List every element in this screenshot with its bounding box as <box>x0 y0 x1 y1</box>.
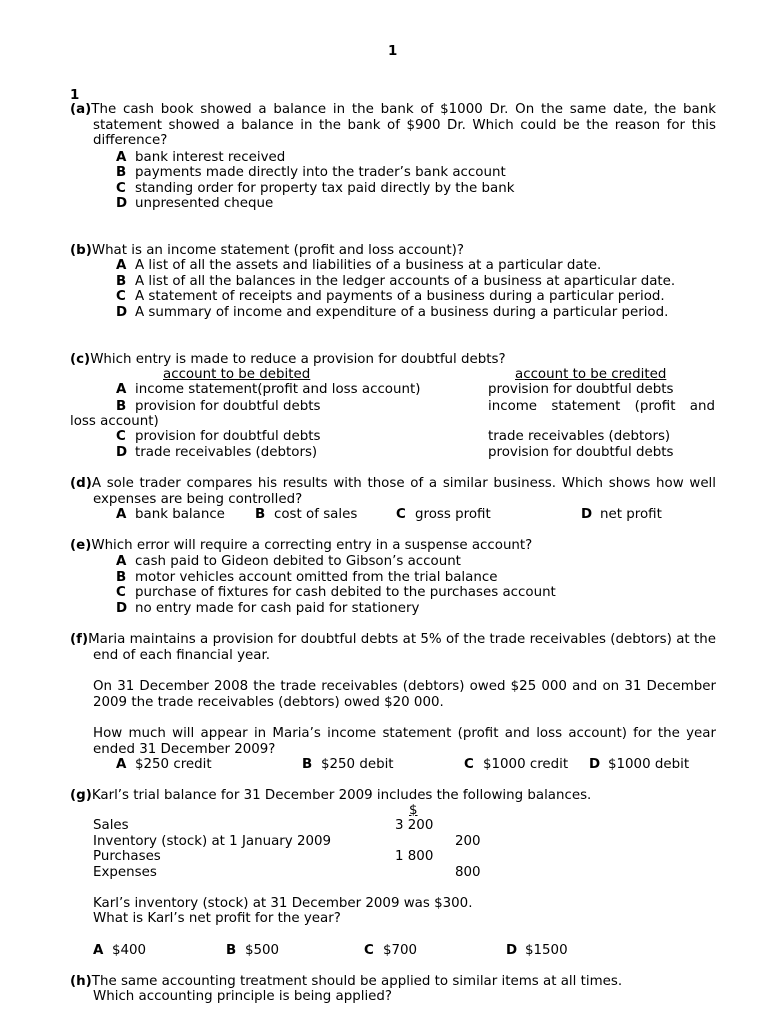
question-d: (d)A sole trader compares his results with those of a similar business. Which shows how well expenses are being controlled? <box>70 476 716 507</box>
option-b-D: D A summary of income and expenditure of a business during a particular period. <box>116 305 669 320</box>
trial-balance-credit: 200 <box>455 834 481 849</box>
question-g: (g)Karl’s trial balance for 31 December 2009 includes the following balances. <box>70 788 592 803</box>
option-b-B: B A list of all the balances in the ledger accounts of a business at aparticular date. <box>116 274 676 289</box>
option-e-D: D no entry made for cash paid for stationery <box>116 601 420 616</box>
trial-balance-debit: 1 800 <box>395 849 434 864</box>
option-e-A: A cash paid to Gideon debited to Gibson’s account <box>116 554 461 569</box>
option-d-B: B cost of sales <box>255 507 358 522</box>
question-b: (b)What is an income statement (profit and loss account)? <box>70 243 464 258</box>
option-c-A: A income statement(profit and loss account) <box>116 382 421 397</box>
trial-balance-credit: 800 <box>455 865 481 880</box>
column-header-credited: account to be credited <box>515 367 667 382</box>
option-g-B: B $500 <box>226 943 280 958</box>
option-a-D: D unpresented cheque <box>116 196 274 211</box>
option-d-A: A bank balance <box>116 507 225 522</box>
currency-header: $ <box>409 803 418 818</box>
column-header-debited: account to be debited <box>163 367 311 382</box>
question-c: (c)Which entry is made to reduce a provision for doubtful debts? <box>70 352 506 367</box>
option-c-C: C provision for doubtful debts <box>116 429 321 444</box>
question-g-paragraph-2: Karl’s inventory (stock) at 31 December 2009 was $300. <box>93 896 473 911</box>
option-e-C: C purchase of fixtures for cash debited to the purchases account <box>116 585 556 600</box>
option-a-C: C standing order for property tax paid directly by the bank <box>116 181 515 196</box>
question-a <box>70 102 716 149</box>
option-b-A: A A list of all the assets and liabilities of a business at a particular date. <box>116 258 602 273</box>
question-number: 1 <box>70 88 80 103</box>
option-b-C: C A statement of receipts and payments of a business during a particular period. <box>116 289 665 304</box>
question-f: (f)Maria maintains a provision for doubtful debts at 5% of the trade receivables (debtors) at the end of each financial year. <box>70 632 716 663</box>
option-f-A: A $250 credit <box>116 757 212 772</box>
trial-balance-item: Purchases <box>93 849 161 864</box>
option-d-D: D net profit <box>581 507 662 522</box>
option-f-C: C $1000 credit <box>464 757 569 772</box>
trial-balance-item: Sales <box>93 818 129 833</box>
trial-balance-item: Expenses <box>93 865 157 880</box>
option-f-D: D $1000 debit <box>589 757 690 772</box>
page-number: 1 <box>388 44 398 59</box>
question-g-paragraph-3: What is Karl’s net profit for the year? <box>93 911 341 926</box>
option-f-B: B $250 debit <box>302 757 394 772</box>
option-e-B: B motor vehicles account omitted from the trial balance <box>116 570 498 585</box>
question-f-paragraph-2: On 31 December 2008 the trade receivables (debtors) owed $25 000 and on 31 December 2009 the trade receivables (debtors) owed $20 000. <box>93 679 716 710</box>
option-a-A: A bank interest received <box>116 150 286 165</box>
question-h-paragraph-2: Which accounting principle is being applied? <box>93 989 393 1004</box>
option-c-B: B provision for doubtful debts <box>116 399 321 414</box>
question-h: (h)The same accounting treatment should be applied to similar items at all times. <box>70 974 623 989</box>
option-c-A-credit: provision for doubtful debts <box>488 382 674 397</box>
option-c-D: D trade receivables (debtors) <box>116 445 318 460</box>
trial-balance-item: Inventory (stock) at 1 January 2009 <box>93 834 332 849</box>
option-c-B-credit-cont: loss account) <box>70 414 159 429</box>
option-g-D: D $1500 <box>506 943 568 958</box>
option-c-C-credit: trade receivables (debtors) <box>488 429 671 444</box>
option-g-A: A $400 <box>93 943 147 958</box>
option-d-C: C gross profit <box>396 507 491 522</box>
question-a-text: The cash book showed a balance in the bank of $1000 Dr. On the same date, the bank statement showed a balance in the bank of $900 Dr. Which could be the reason for this difference? <box>91 102 716 149</box>
trial-balance-debit: 3 200 <box>395 818 434 833</box>
question-a-label: (a) <box>70 102 92 117</box>
option-c-B-credit: income statement (profit and <box>488 399 715 414</box>
question-f-paragraph-3: How much will appear in Maria’s income statement (profit and loss account) for the year ended 31 December 2009? <box>93 726 716 757</box>
question-e: (e)Which error will require a correcting entry in a suspense account? <box>70 538 533 553</box>
option-a-B: B payments made directly into the trader’s bank account <box>116 165 506 180</box>
option-c-D-credit: provision for doubtful debts <box>488 445 674 460</box>
option-g-C: C $700 <box>364 943 418 958</box>
